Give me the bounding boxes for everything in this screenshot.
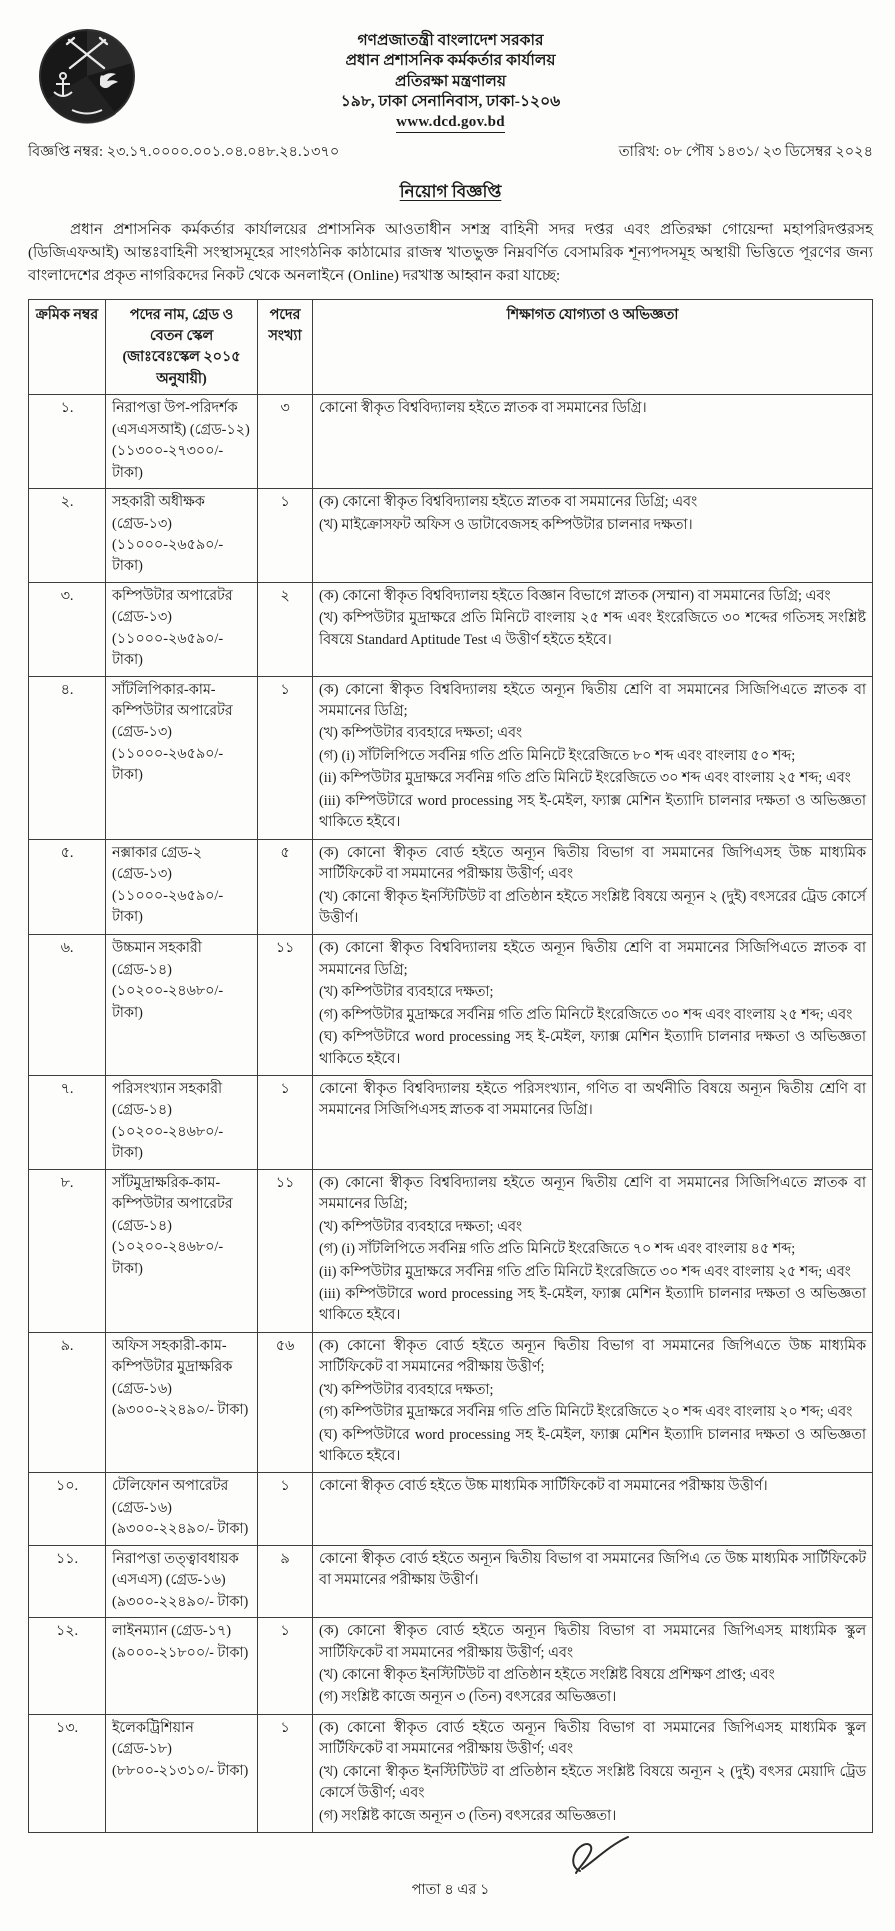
table-row (29, 489, 873, 583)
table-row (29, 1473, 873, 1545)
table-row (29, 1618, 873, 1715)
serial-cell: ১৩. (29, 1714, 106, 1832)
qualification-line: (iii) কম্পিউটারে word processing সহ ই-মেইল, ফ্যাক্স মেশিন ইত্যাদি চালনার দক্ষতা ও অভিজ্ঞতা থাকিতে হইবে। (319, 1285, 866, 1324)
post-count-cell: ১ (258, 1714, 313, 1832)
post-name-cell: নক্সাকার গ্রেড-২ (গ্রেড-১৩) (১১০০০-২৬৫৯০/- টাকা) (106, 839, 258, 935)
qualification-line: (খ) কোনো স্বীকৃত ইনস্টিটিউট বা প্রতিষ্ঠান হইতে সংশ্লিষ্ট বিষয়ে অন্যূন ২ (দুই) বৎসরের ট্রেড কোর্সে উত্তীর্ণ। (319, 888, 866, 926)
qualification-cell (313, 1714, 873, 1832)
qualification-line: (ঘ) কম্পিউটারে word processing সহ ই-মেইল, ফ্যাক্স মেশিন ইত্যাদি চালনার দক্ষতা ও অভিজ্ঞতা থাকিতে হইবে। (319, 1029, 866, 1067)
qualification-line: (ক) কোনো স্বীকৃত বোর্ড হইতে অন্যূন দ্বিতীয় বিভাগ বা সমমানের জিপিএতে উচ্চ মাধ্যমিক সার্টিফিকেট বা সমমানের পরীক্ষায় উত্তীর্ণ; (319, 1337, 866, 1376)
qualification-cell (313, 1545, 873, 1617)
qualification-cell (313, 1332, 873, 1473)
post-count-cell: ১ (258, 1076, 313, 1170)
table-header-row (29, 299, 873, 395)
qualification-line: (ক) কোনো স্বীকৃত বিশ্ববিদ্যালয় হইতে বিজ্ঞান বিভাগে স্নাতক (সম্মান) বা সমমানের ডিগ্রি; এবং (319, 587, 831, 604)
table-row (29, 1545, 873, 1617)
table-row (29, 395, 873, 489)
serial-cell: ১. (29, 395, 106, 489)
post-count-cell: ১ (258, 1618, 313, 1715)
table-row (29, 1169, 873, 1332)
qualification-cell (313, 1473, 873, 1545)
qualification-line: (খ) কম্পিউটার মুদ্রাক্ষরে প্রতি মিনিটে বাংলায় ২৫ শব্দ এবং ইংরেজিতে ৩০ শব্দের গতিসহ সংশ্লিষ্ট বিষয়ে Standard Aptitude Test এ উত্তীর্ণ হইতে হইবে। (319, 610, 866, 648)
post-name-cell: ইলেকট্রিশিয়ান (গ্রেড-১৮) (৮৮০০-২১৩১০/- টাকা) (106, 1714, 258, 1832)
bangladesh-armed-forces-emblem-icon (36, 28, 138, 126)
table-row (29, 1076, 873, 1170)
post-count-cell: ১ (258, 489, 313, 583)
org-line-address: ১৯৮, ঢাকা সেনানিবাস, ঢাকা-১২০৬ (340, 92, 561, 110)
qualification-cell (313, 676, 873, 839)
serial-cell: ৫. (29, 839, 106, 935)
intro-paragraph: প্রধান প্রশাসনিক কর্মকর্তার কার্যালয়ের প্রশাসনিক আওতাধীন সশস্ত্র বাহিনী সদর দপ্তর এবং প্রতিরক্ষা গোয়েন্দা মহাপরিদপ্তরসহ (ডিজিএফআই) আন্তঃবাহিনী সংস্থাসমূহের সাংগঠনিক কাঠামোর রাজস্ব খাতভুক্ত নিম্নবর্ণিত বেসামরিক শূন্যপদসমূহ অস্থায়ী ভিত্তিতে পূরণের জন্য বাংলাদেশের প্রকৃত নাগরিকদের নিকট থেকে অনলাইনে (Online) দরখাস্ত আহ্বান করা যাচ্ছে: (28, 221, 873, 285)
serial-cell: ১০. (29, 1473, 106, 1545)
serial-cell: ৭. (29, 1076, 106, 1170)
header-serial: ক্রমিক নম্বর (29, 299, 106, 395)
qualification-line: কোনো স্বীকৃত বোর্ড হইতে অন্যূন দ্বিতীয় বিভাগ বা সমমানের জিপিএ তে উচ্চ মাধ্যমিক সার্টিফিকেট বা সমমানের পরীক্ষায় উত্তীর্ণ। (319, 1550, 866, 1589)
meta-line (28, 141, 873, 165)
serial-cell: ১১. (29, 1545, 106, 1617)
qualification-line: (খ) মাইক্রোসফট অফিস ও ডাটাবেজসহ কম্পিউটার চালনার দক্ষতা। (319, 516, 693, 533)
signature-area (28, 1833, 873, 1885)
post-name-cell: সহকারী অধীক্ষক (গ্রেড-১৩) (১১০০০-২৬৫৯০/- টাকা) (106, 489, 258, 583)
qualification-line: (iii) কম্পিউটারে word processing সহ ই-মেইল, ফ্যাক্স মেশিন ইত্যাদি চালনার দক্ষতা ও অভিজ্ঞতা থাকিতে হইবে। (319, 792, 866, 831)
qualification-line: (গ) কম্পিউটার মুদ্রাক্ষরে সর্বনিম্ন গতি প্রতি মিনিটে ইংরেজিতে ২০ শব্দ এবং বাংলায় ২০ শব্দ; এবং (319, 1404, 853, 1421)
table-row (29, 839, 873, 935)
qualification-cell (313, 1169, 873, 1332)
qualification-line: (গ) (i) সাঁটলিপিতে সর্বনিম্ন গতি প্রতি মিনিটে ইংরেজিতে ৮০ শব্দ এবং বাংলায় ৫০ শব্দ; (319, 747, 796, 764)
org-line-office: প্রধান প্রশাসনিক কর্মকর্তার কার্যালয় (345, 52, 556, 70)
qualification-cell (313, 582, 873, 676)
serial-cell: ৩. (29, 582, 106, 676)
qualification-line: কোনো স্বীকৃত বোর্ড হইতে উচ্চ মাধ্যমিক সার্টিফিকেট বা সমমানের পরীক্ষায় উত্তীর্ণ। (319, 1478, 768, 1495)
website-link[interactable]: www.dcd.gov.bd (396, 114, 505, 133)
qualification-line: (খ) কম্পিউটার ব্যবহারে দক্ষতা; এবং (319, 725, 523, 742)
post-name-cell: সাঁটলিপিকার-কাম-কম্পিউটার অপারেটর (গ্রেড-১৩) (১১০০০-২৬৫৯০/- টাকা) (106, 676, 258, 839)
qualification-line: (খ) কোনো স্বীকৃত ইনস্টিটিউট বা প্রতিষ্ঠান হইতে সংশ্লিষ্ট বিষয়ে অন্যূন ২ (দুই) বৎসর মেয়াদি ট্রেড কোর্সে উত্তীর্ণ; এবং (319, 1763, 866, 1802)
serial-cell: ৮. (29, 1169, 106, 1332)
notice-ref-number: বিজ্ঞপ্তি নম্বর: ২৩.১৭.০০০০.০০১.০৪.০৪৮.২৪.১৩৭০ (28, 143, 340, 160)
post-name-cell: নিরাপত্তা তত্ত্বাবধায়ক (এসএস) (গ্রেড-১৬) (৯৩০০-২২৪৯০/- টাকা) (106, 1545, 258, 1617)
qualification-line: (ক) কোনো স্বীকৃত বোর্ড হইতে অন্যূন দ্বিতীয় বিভাগ বা সমমানের জিপিএসহ উচ্চ মাধ্যমিক সার্টিফিকেট বা সমমানের পরীক্ষায় উত্তীর্ণ; এবং (319, 844, 866, 883)
vacancy-table-body (29, 395, 873, 1833)
org-header (241, 26, 661, 133)
post-count-cell: ১১ (258, 935, 313, 1076)
post-name-cell: অফিস সহকারী-কাম-কম্পিউটার মুদ্রাক্ষরিক (গ্রেড-১৬) (৯৩০০-২২৪৯০/- টাকা) (106, 1332, 258, 1473)
qualification-line: (গ) সংশ্লিষ্ট কাজে অন্যূন ৩ (তিন) বৎসরের অভিজ্ঞতা। (319, 1807, 617, 1824)
post-count-cell: ৯ (258, 1545, 313, 1617)
table-row (29, 676, 873, 839)
table-row (29, 935, 873, 1076)
post-name-cell: কম্পিউটার অপারেটর (গ্রেড-১৩) (১১০০০-২৬৫৯০/- টাকা) (106, 582, 258, 676)
post-count-cell: ৩ (258, 395, 313, 489)
qualification-cell (313, 1076, 873, 1170)
qualification-line: (ii) কম্পিউটার মুদ্রাক্ষরে সর্বনিম্ন গতি প্রতি মিনিটে ইংরেজিতে ৩০ শব্দ এবং বাংলায় ২৫ শব্দ; এবং (319, 1263, 851, 1280)
post-count-cell: ১ (258, 1473, 313, 1545)
qualification-line: (গ) কম্পিউটার মুদ্রাক্ষরে সর্বনিম্ন গতি প্রতি মিনিটে ইংরেজিতে ৩০ শব্দ এবং বাংলায় ২৫ শব্দ; এবং (319, 1006, 853, 1023)
post-name-cell: উচ্চমান সহকারী (গ্রেড-১৪) (১০২০০-২৪৬৮০/- টাকা) (106, 935, 258, 1076)
serial-cell: ৬. (29, 935, 106, 1076)
post-name-cell: নিরাপত্তা উপ-পরিদর্শক (এসএসআই) (গ্রেড-১২) (১১৩০০-২৭৩০০/- টাকা) (106, 395, 258, 489)
qualification-line: (খ) কম্পিউটার ব্যবহারে দক্ষতা; এবং (319, 1218, 523, 1235)
qualification-cell (313, 395, 873, 489)
notice-date: তারিখ: ০৮ পৌষ ১৪৩১/ ২৩ ডিসেম্বর ২০২৪ (618, 143, 873, 160)
post-count-cell: ৫ (258, 839, 313, 935)
qualification-line: কোনো স্বীকৃত বিশ্ববিদ্যালয় হইতে পরিসংখ্যান, গণিত বা অর্থনীতি বিষয়ে অন্যূন দ্বিতীয় শ্রেণি বা সমমানের সিজিপিএসহ স্নাতক বা সমমানের ডিগ্রি। (319, 1081, 866, 1119)
qualification-line: কোনো স্বীকৃত বিশ্ববিদ্যালয় হইতে স্নাতক বা সমমানের ডিগ্রি। (319, 400, 647, 417)
table-row (29, 1714, 873, 1832)
qualification-line: (খ) কম্পিউটার ব্যবহারে দক্ষতা; (319, 1381, 494, 1398)
page-number-label: পাতা ৪ এর ১ (411, 1882, 490, 1898)
qualification-line: (ক) কোনো স্বীকৃত বিশ্ববিদ্যালয় হইতে স্নাতক বা সমমানের ডিগ্রি; এবং (319, 494, 698, 511)
serial-cell: ২. (29, 489, 106, 583)
table-row (29, 1332, 873, 1473)
header-qualification: শিক্ষাগত যোগ্যতা ও অভিজ্ঞতা (313, 299, 873, 395)
qualification-line: (গ) (i) সাঁটলিপিতে সর্বনিম্ন গতি প্রতি মিনিটে ইংরেজিতে ৭০ শব্দ এবং বাংলায় ৪৫ শব্দ; (319, 1241, 796, 1258)
org-line-ministry: প্রতিরক্ষা মন্ত্রণালয় (394, 72, 506, 90)
post-count-cell: ১ (258, 676, 313, 839)
vacancy-table (28, 299, 873, 1833)
qualification-line: (ক) কোনো স্বীকৃত বোর্ড হইতে অন্যূন দ্বিতীয় বিভাগ বা সমমানের জিপিএসহ মাধ্যমিক স্কুল সার্টিফিকেট বা সমমানের পরীক্ষায় উত্তীর্ণ; এবং (319, 1719, 866, 1758)
post-count-cell: ১১ (258, 1169, 313, 1332)
post-name-cell: সাঁটমুদ্রাক্ষরিক-কাম-কম্পিউটার অপারেটর (গ্রেড-১৪) (১০২০০-২৪৬৮০/- টাকা) (106, 1169, 258, 1332)
header-post: পদের নাম, গ্রেড ও বেতন স্কেল (জাঃবেঃস্কেল ২০১৫ অনুযায়ী) (106, 299, 258, 395)
org-line-government: গণপ্রজাতন্ত্রী বাংলাদেশ সরকার (357, 32, 544, 49)
post-name-cell: লাইনম্যান (গ্রেড-১৭) (৯০০০-২১৮০০/- টাকা) (106, 1618, 258, 1715)
qualification-line: (ক) কোনো স্বীকৃত বিশ্ববিদ্যালয় হইতে অন্যূন দ্বিতীয় শ্রেণি বা সমমানের সিজিপিএতে স্নাতক বা সমমানের ডিগ্রি; (319, 1174, 866, 1213)
qualification-line: (ক) কোনো স্বীকৃত বিশ্ববিদ্যালয় হইতে অন্যূন দ্বিতীয় শ্রেণি বা সমমানের সিজিপিএতে স্নাতক বা সমমানের ডিগ্রি; (319, 681, 866, 719)
qualification-line: (গ) সংশ্লিষ্ট কাজে অন্যূন ৩ (তিন) বৎসরের অভিজ্ঞতা। (319, 1689, 617, 1706)
qualification-line: (ক) কোনো স্বীকৃত বিশ্ববিদ্যালয় হইতে অন্যূন দ্বিতীয় শ্রেণি বা সমমানের সিজিপিএতে স্নাতক বা সমমানের ডিগ্রি; (319, 940, 866, 978)
qualification-cell (313, 1618, 873, 1715)
qualification-line: (খ) কোনো স্বীকৃত ইনস্টিটিউট বা প্রতিষ্ঠান হইতে সংশ্লিষ্ট বিষয়ে প্রশিক্ষণ প্রাপ্ত; এবং (319, 1666, 775, 1683)
letterhead (28, 26, 873, 133)
post-count-cell: ৫৬ (258, 1332, 313, 1473)
qualification-line: (খ) কম্পিউটার ব্যবহারে দক্ষতা; (319, 984, 494, 1001)
serial-cell: ৪. (29, 676, 106, 839)
table-row (29, 582, 873, 676)
qualification-line: (ii) কম্পিউটার মুদ্রাক্ষরে সর্বনিম্ন গতি প্রতি মিনিটে ইংরেজিতে ৩০ শব্দ এবং বাংলায় ২৫ শব্দ; এবং (319, 770, 851, 787)
qualification-cell (313, 489, 873, 583)
post-count-cell: ২ (258, 582, 313, 676)
qualification-cell (313, 935, 873, 1076)
serial-cell: ১২. (29, 1618, 106, 1715)
handwritten-initial-icon (566, 1833, 646, 1883)
qualification-line: (ক) কোনো স্বীকৃত বোর্ড হইতে অন্যূন দ্বিতীয় বিভাগ বা সমমানের জিপিএসহ মাধ্যমিক স্কুল সার্টিফিকেট বা সমমানের পরীক্ষায় উত্তীর্ণ; এবং (319, 1623, 866, 1661)
header-count: পদের সংখ্যা (258, 299, 313, 395)
notice-title: নিয়োগ বিজ্ঞপ্তি (399, 181, 502, 201)
post-name-cell: পরিসংখ্যান সহকারী (গ্রেড-১৪) (১০২০০-২৪৬৮০/- টাকা) (106, 1076, 258, 1170)
qualification-cell (313, 839, 873, 935)
serial-cell: ৯. (29, 1332, 106, 1473)
qualification-line: (ঘ) কম্পিউটারে word processing সহ ই-মেইল, ফ্যাক্স মেশিন ইত্যাদি চালনার দক্ষতা ও অভিজ্ঞতা থাকিতে হইবে। (319, 1426, 866, 1464)
post-name-cell: টেলিফোন অপারেটর (গ্রেড-১৬) (৯৩০০-২২৪৯০/- টাকা) (106, 1473, 258, 1545)
